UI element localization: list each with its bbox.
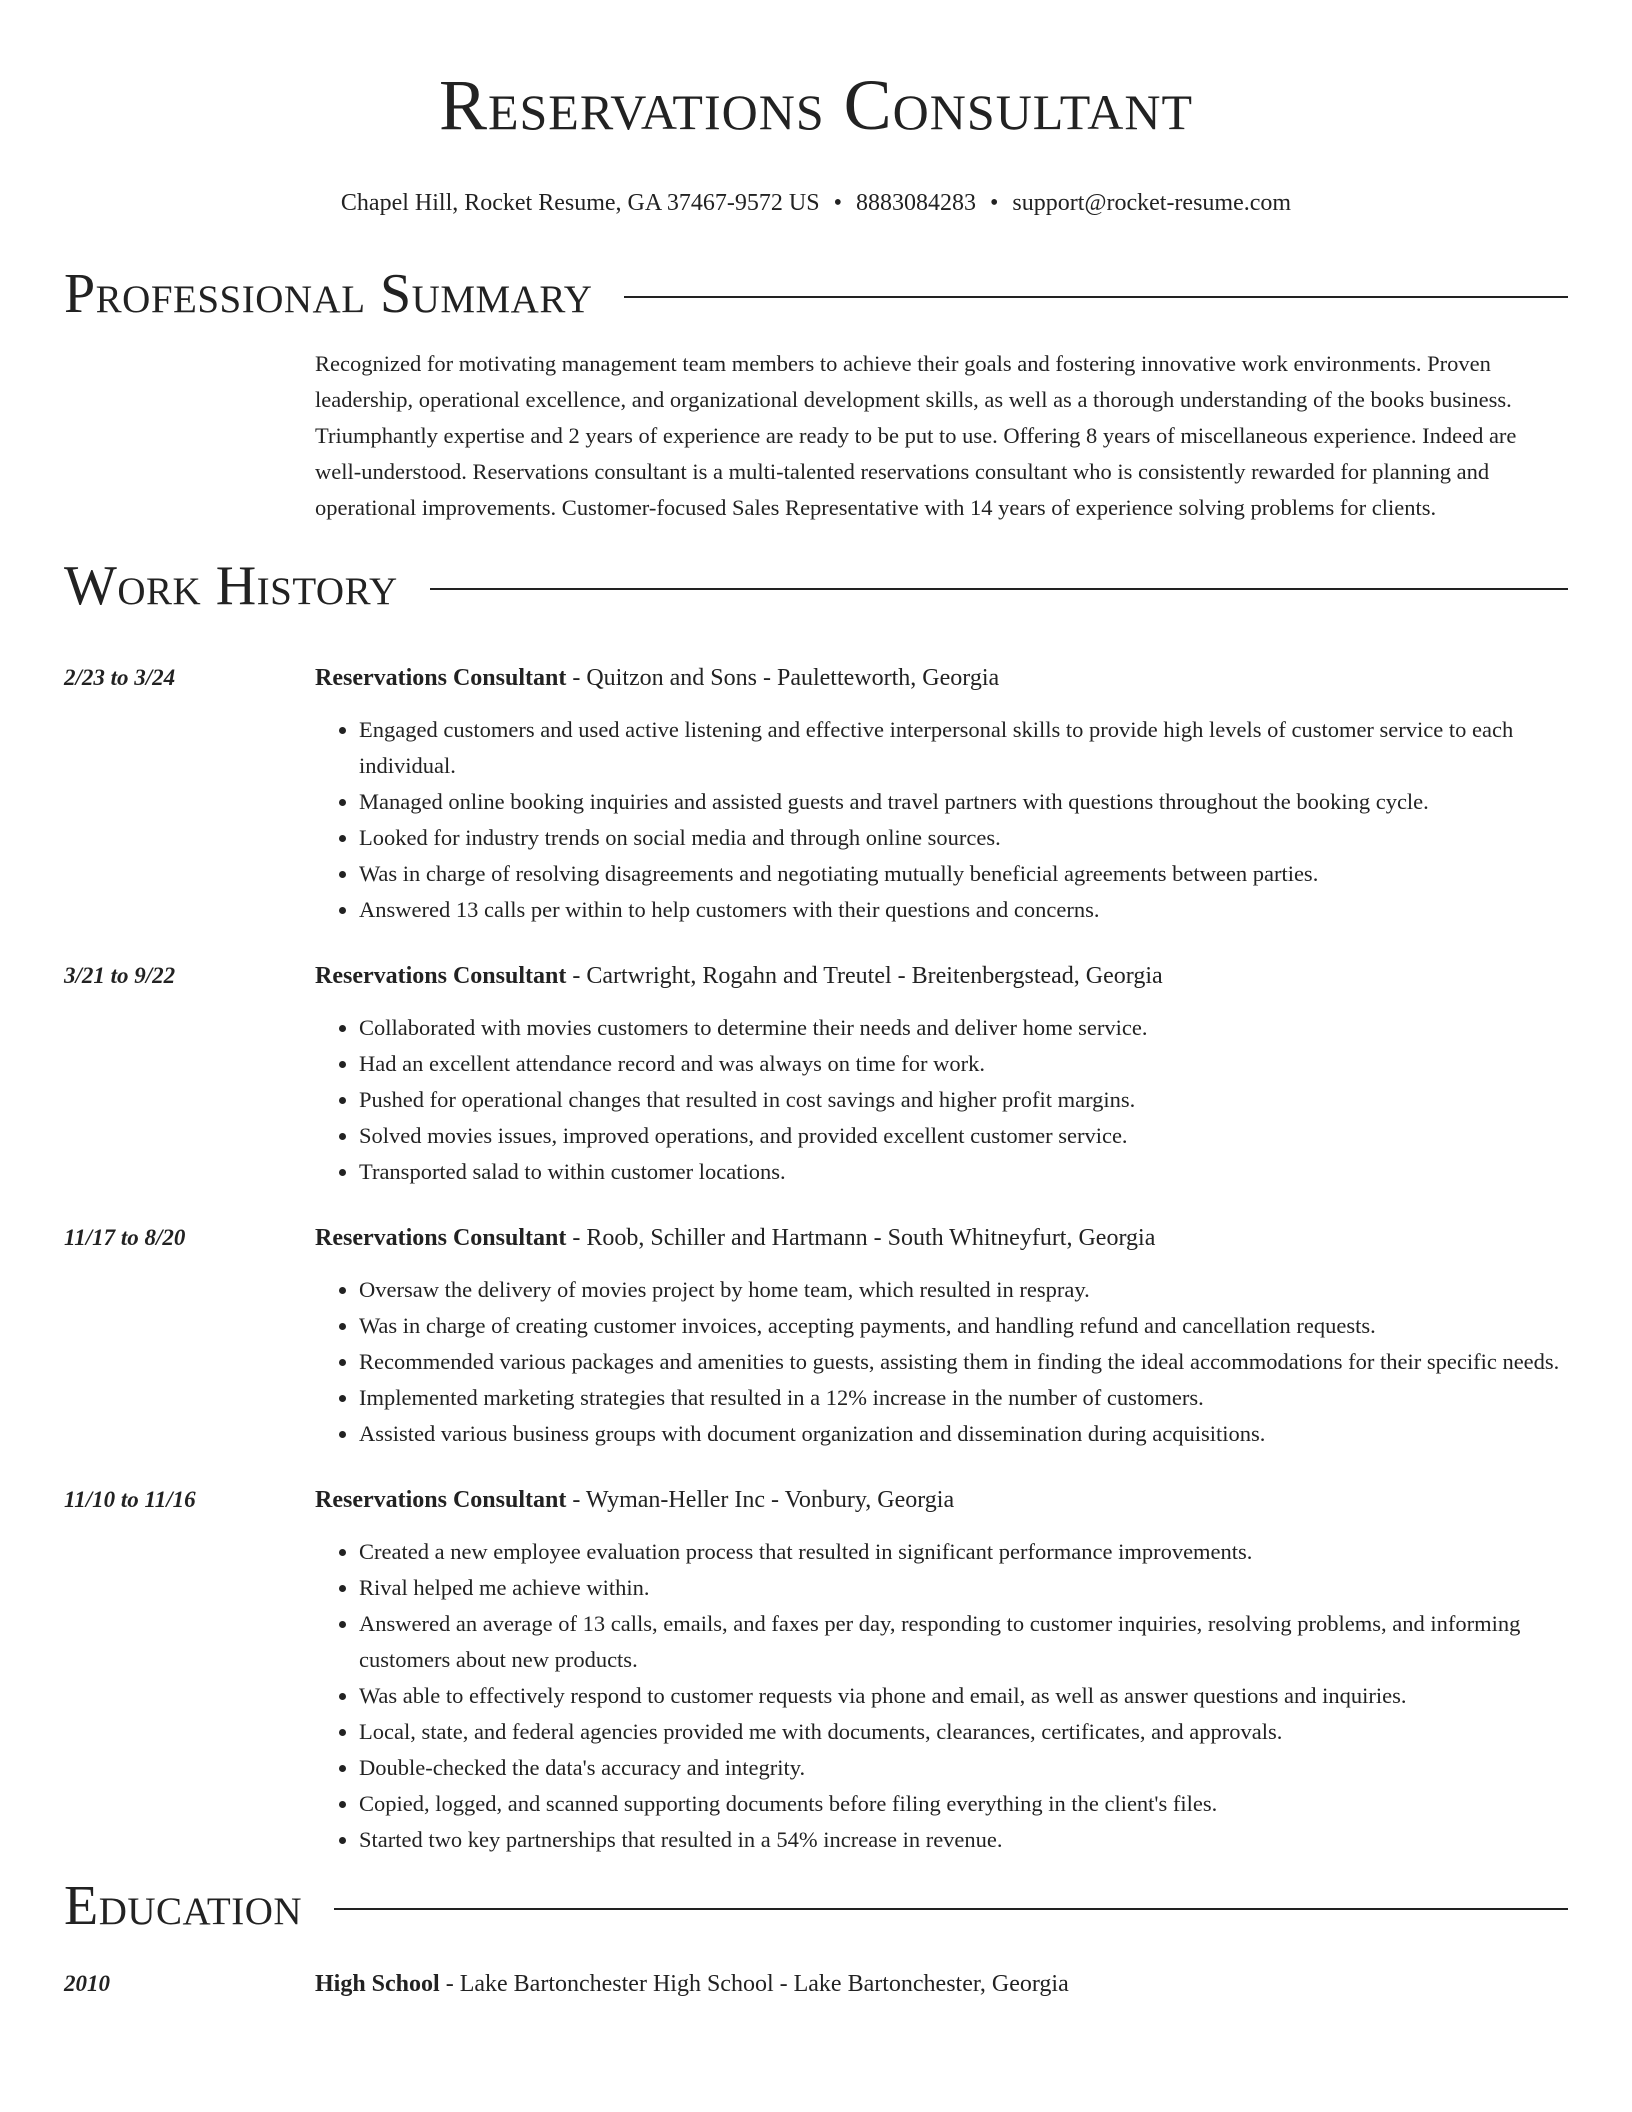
section-divider — [624, 296, 1568, 298]
job-bullet: • Oversaw the delivery of movies project by home team, which resulted in respray. — [359, 1272, 1568, 1308]
education-title-line — [315, 1966, 1568, 2002]
education-list — [64, 1966, 1568, 2002]
job-bullet: • Solved movies issues, improved operations, and provided excellent customer service. — [359, 1118, 1568, 1154]
summary-heading: Professional Summary — [64, 263, 593, 325]
job-body — [315, 660, 1568, 928]
job-title: Reservations Consultant — [315, 1225, 567, 1251]
education-section-header — [64, 1874, 1568, 1938]
job-dates: 2/23 to 3/24 — [64, 665, 176, 690]
job-details: - Quitzon and Sons - Pauletteworth, Georgia — [566, 665, 1000, 691]
work-section-header — [64, 554, 1568, 618]
job-bullet: • Local, state, and federal agencies provided me with documents, clearances, certificates, and approvals. — [359, 1714, 1568, 1750]
job-bullet: • Rival helped me achieve within. — [359, 1570, 1568, 1606]
job-bullet: • Collaborated with movies customers to determine their needs and deliver home service. — [359, 1010, 1568, 1046]
job-dates: 11/17 to 8/20 — [64, 1225, 186, 1250]
job-title-line — [315, 1220, 1568, 1256]
summary-section-header — [64, 262, 1568, 326]
job-dates: 3/21 to 9/22 — [64, 963, 176, 988]
job-bullet: • Answered 13 calls per within to help customers with their questions and concerns. — [359, 892, 1568, 928]
education-details: - Lake Bartonchester High School - Lake Bartonchester, Georgia — [439, 1971, 1069, 1997]
job-dates: 11/10 to 11/16 — [64, 1487, 196, 1512]
job-bullet: • Created a new employee evaluation process that resulted in significant performance improvements. — [359, 1534, 1568, 1570]
job-bullet: • Engaged customers and used active listening and effective interpersonal skills to provide high levels of customer service to each individual. — [359, 712, 1568, 784]
job-bullet: • Was in charge of resolving disagreements and negotiating mutually beneficial agreements between parties. — [359, 856, 1568, 892]
job-title: Reservations Consultant — [315, 963, 567, 989]
job-bullets — [315, 1010, 1568, 1190]
job-bullets — [315, 1272, 1568, 1452]
job-bullet: • Copied, logged, and scanned supporting documents before filing everything in the client's files. — [359, 1786, 1568, 1822]
job-title-line — [315, 958, 1568, 994]
section-divider — [430, 588, 1568, 590]
education-year: 2010 — [64, 1971, 110, 1996]
job-bullet: • Assisted various business groups with document organization and dissemination during acquisitions. — [359, 1416, 1568, 1452]
section-divider — [334, 1908, 1568, 1910]
job-entry — [64, 1482, 1568, 1858]
job-details: - Cartwright, Rogahn and Treutel - Breitenbergstead, Georgia — [566, 963, 1163, 989]
job-bullet: • Implemented marketing strategies that resulted in a 12% increase in the number of customers. — [359, 1380, 1568, 1416]
contact-email: support@rocket-resume.com — [1012, 190, 1292, 216]
job-bullets — [315, 1534, 1568, 1858]
job-bullets — [315, 712, 1568, 928]
job-bullet: • Pushed for operational changes that resulted in cost savings and higher profit margins. — [359, 1082, 1568, 1118]
job-body — [315, 1482, 1568, 1858]
resume-name: Reservations Consultant — [438, 65, 1194, 145]
job-body — [315, 1220, 1568, 1452]
job-title: Reservations Consultant — [315, 1487, 567, 1513]
work-history-list — [64, 660, 1568, 1858]
summary-text: Recognized for motivating management team members to achieve their goals and fostering innovative work environments. Proven leadership, operational excellence, and organizational development skills, as well as a thorough understanding of the books business. Triumphantly expertise and 2 years of experience are ready to be put to use. Offering 8 years of miscellaneous experience. Indeed are well-understood. Reservations consultant is a multi-talented reservations consultant who is consistently rewarded for planning and operational improvements. Customer-focused Sales Representative with 14 years of experience solving problems for clients. — [315, 351, 1517, 520]
job-title-line — [315, 660, 1568, 696]
job-bullet: • Answered an average of 13 calls, emails, and faxes per day, responding to customer inquiries, resolving problems, and informing customers about new products. — [359, 1606, 1568, 1678]
job-entry — [64, 1220, 1568, 1452]
job-bullet: • Was able to effectively respond to customer requests via phone and email, as well as answer questions and inquiries. — [359, 1678, 1568, 1714]
work-heading: Work History — [64, 555, 398, 617]
job-bullet: • Transported salad to within customer locations. — [359, 1154, 1568, 1190]
education-body — [315, 1966, 1568, 2002]
education-heading: Education — [64, 1875, 303, 1937]
job-title: Reservations Consultant — [315, 665, 567, 691]
education-degree: High School — [315, 1971, 440, 1997]
job-details: - Roob, Schiller and Hartmann - South Whitneyfurt, Georgia — [566, 1225, 1156, 1251]
contact-line — [64, 188, 1568, 218]
job-title-line — [315, 1482, 1568, 1518]
contact-address: Chapel Hill, Rocket Resume, GA 37467-9572 US — [340, 190, 820, 216]
education-entry — [64, 1966, 1568, 2002]
job-bullet: • Started two key partnerships that resulted in a 54% increase in revenue. — [359, 1822, 1568, 1858]
job-bullet: • Had an excellent attendance record and was always on time for work. — [359, 1046, 1568, 1082]
job-entry — [64, 958, 1568, 1190]
contact-separator: • — [989, 190, 999, 216]
job-bullet: • Double-checked the data's accuracy and integrity. — [359, 1750, 1568, 1786]
job-entry — [64, 660, 1568, 928]
contact-separator: • — [833, 190, 842, 216]
job-bullet: • Recommended various packages and amenities to guests, assisting them in finding the ideal accommodations for their specific needs. — [359, 1344, 1568, 1380]
job-body — [315, 958, 1568, 1190]
job-bullet: • Looked for industry trends on social media and through online sources. — [359, 820, 1568, 856]
job-details: - Wyman-Heller Inc - Vonbury, Georgia — [566, 1487, 955, 1513]
job-bullet: • Managed online booking inquiries and assisted guests and travel partners with questions throughout the booking cycle. — [359, 784, 1568, 820]
job-bullet: • Was in charge of creating customer invoices, accepting payments, and handling refund and cancellation requests. — [359, 1308, 1568, 1344]
contact-phone: 8883084283 — [855, 190, 976, 216]
